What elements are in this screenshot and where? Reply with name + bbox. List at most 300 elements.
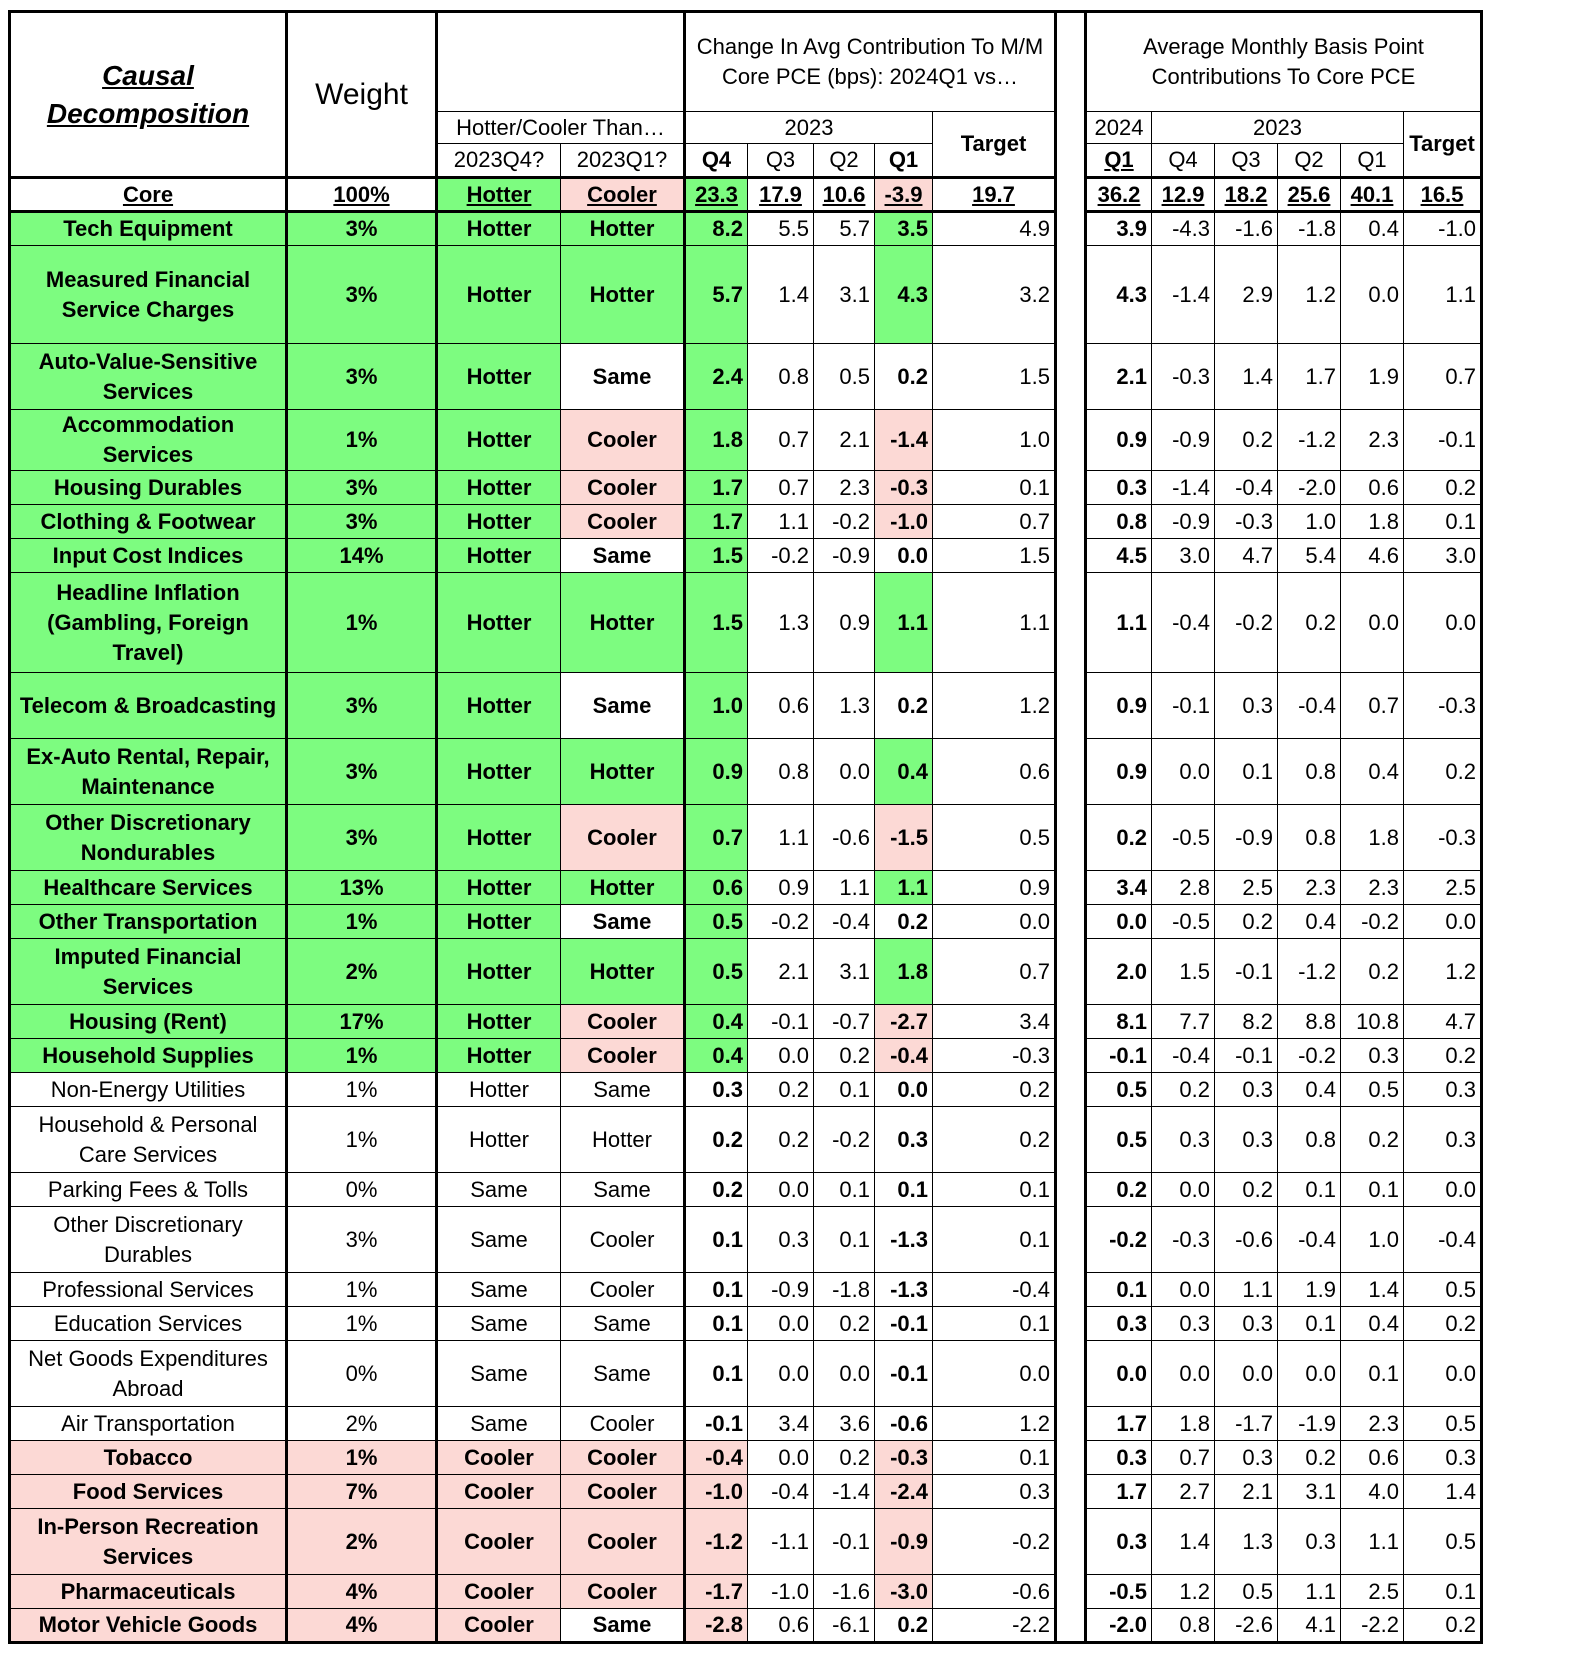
- row-label-professional-services: Professional Services: [10, 1273, 287, 1307]
- row-vs-q4: Hotter: [437, 1073, 561, 1107]
- table-row: [10, 1307, 1482, 1341]
- row-chg-q4: 0.6: [685, 871, 748, 905]
- row-vs-q4: Hotter: [437, 539, 561, 573]
- row-avg-q1: 0.1: [1341, 1341, 1404, 1407]
- row-avg-q1: 2.3: [1341, 871, 1404, 905]
- row-chg-q1: -0.3: [875, 1441, 933, 1475]
- row-label-tech-equipment: Tech Equipment: [10, 212, 287, 246]
- table-row: [10, 1475, 1482, 1509]
- row-avg-q4: 0.8: [1152, 1609, 1215, 1643]
- row-chg-q1: -1.5: [875, 805, 933, 871]
- row-chg-q3: 0.7: [748, 471, 814, 505]
- row-avg-q2: 2.3: [1278, 871, 1341, 905]
- row-chg-target: 0.6: [933, 739, 1056, 805]
- row-label-headline-inflation-gambling-foreign-travel: Headline Inflation (Gambling, Foreign Travel): [10, 573, 287, 673]
- row-avg-q1: 0.1: [1341, 1173, 1404, 1207]
- row-avg-2024q1: 0.3: [1086, 1441, 1152, 1475]
- row-avg-q2: 0.1: [1278, 1173, 1341, 1207]
- row-chg-q2: 0.1: [814, 1207, 875, 1273]
- row-chg-q4: 8.2: [685, 212, 748, 246]
- row-avg-q1: -2.2: [1341, 1609, 1404, 1643]
- target-header-left: Target: [933, 112, 1056, 178]
- row-avg-q3: 0.0: [1215, 1341, 1278, 1407]
- table-row: [10, 1407, 1482, 1441]
- row-weight: 4%: [287, 1575, 437, 1609]
- row-chg-target: 3.4: [933, 1005, 1056, 1039]
- row-vs-q4: Same: [437, 1307, 561, 1341]
- row-label-household-supplies: Household Supplies: [10, 1039, 287, 1073]
- row-avg-q1: 0.4: [1341, 212, 1404, 246]
- row-avg-q2: -1.8: [1278, 212, 1341, 246]
- core-chg-q1: -3.9: [875, 178, 933, 212]
- core-vs-q4: Hotter: [437, 178, 561, 212]
- row-avg-target: 0.3: [1404, 1073, 1482, 1107]
- row-chg-q4: 1.7: [685, 471, 748, 505]
- row-vs-q1: Hotter: [561, 1107, 685, 1173]
- row-avg-2024q1: 0.3: [1086, 1509, 1152, 1575]
- row-weight: 4%: [287, 1609, 437, 1643]
- row-label-net-goods-expenditures-abroad: Net Goods Expenditures Abroad: [10, 1341, 287, 1407]
- row-chg-target: 0.1: [933, 1173, 1056, 1207]
- core-avg-target: 16.5: [1404, 178, 1482, 212]
- row-chg-q1: -0.3: [875, 471, 933, 505]
- row-vs-q1: Cooler: [561, 1039, 685, 1073]
- row-chg-q4: 0.4: [685, 1005, 748, 1039]
- row-label-measured-financial-service-charges: Measured Financial Service Charges: [10, 246, 287, 344]
- row-avg-target: 0.2: [1404, 1609, 1482, 1643]
- row-weight: 2%: [287, 939, 437, 1005]
- row-avg-q2: 4.1: [1278, 1609, 1341, 1643]
- row-chg-target: 0.3: [933, 1475, 1056, 1509]
- row-vs-q4: Hotter: [437, 410, 561, 471]
- row-chg-q2: -0.2: [814, 505, 875, 539]
- row-chg-q2: -0.7: [814, 1005, 875, 1039]
- row-chg-q2: 0.9: [814, 573, 875, 673]
- row-avg-q4: -0.5: [1152, 905, 1215, 939]
- avg-q1-header: Q1: [1341, 144, 1404, 178]
- table-row: [10, 673, 1482, 739]
- row-avg-target: 1.1: [1404, 246, 1482, 344]
- row-avg-q3: 0.1: [1215, 739, 1278, 805]
- row-vs-q4: Cooler: [437, 1475, 561, 1509]
- core-vs-q1: Cooler: [561, 178, 685, 212]
- chg-q1-header: Q1: [875, 144, 933, 178]
- row-weight: 1%: [287, 573, 437, 673]
- q1-question-header: 2023Q1?: [561, 144, 685, 178]
- row-avg-q4: 0.0: [1152, 1341, 1215, 1407]
- row-vs-q4: Same: [437, 1407, 561, 1441]
- row-avg-q4: 0.7: [1152, 1441, 1215, 1475]
- table-row: [10, 539, 1482, 573]
- row-chg-q2: 0.5: [814, 344, 875, 410]
- row-vs-q4: Hotter: [437, 471, 561, 505]
- row-label-clothing-footwear: Clothing & Footwear: [10, 505, 287, 539]
- row-weight: 0%: [287, 1173, 437, 1207]
- table-row: [10, 246, 1482, 344]
- row-chg-target: 1.5: [933, 539, 1056, 573]
- row-chg-q3: 1.3: [748, 573, 814, 673]
- table-row: [10, 1039, 1482, 1073]
- blank-header: [437, 12, 685, 112]
- row-vs-q4: Hotter: [437, 673, 561, 739]
- row-chg-target: 0.9: [933, 871, 1056, 905]
- row-avg-q4: -0.3: [1152, 344, 1215, 410]
- table-row: [10, 1005, 1482, 1039]
- row-avg-q1: 4.6: [1341, 539, 1404, 573]
- row-chg-target: 0.5: [933, 805, 1056, 871]
- row-chg-target: 0.1: [933, 471, 1056, 505]
- row-avg-target: 2.5: [1404, 871, 1482, 905]
- row-vs-q1: Cooler: [561, 1005, 685, 1039]
- row-weight: 3%: [287, 344, 437, 410]
- decomposition-table-container: [8, 10, 1483, 1644]
- row-avg-q3: -0.4: [1215, 471, 1278, 505]
- row-avg-q4: 7.7: [1152, 1005, 1215, 1039]
- row-chg-q2: -0.4: [814, 905, 875, 939]
- row-chg-q1: 0.4: [875, 739, 933, 805]
- row-label-other-transportation: Other Transportation: [10, 905, 287, 939]
- table-row: [10, 1207, 1482, 1273]
- table-row: [10, 871, 1482, 905]
- row-avg-q2: -1.2: [1278, 939, 1341, 1005]
- row-vs-q1: Cooler: [561, 1575, 685, 1609]
- row-chg-target: 0.2: [933, 1073, 1056, 1107]
- row-chg-q2: 3.1: [814, 246, 875, 344]
- row-chg-target: 0.7: [933, 505, 1056, 539]
- row-vs-q4: Same: [437, 1207, 561, 1273]
- row-chg-q3: 0.9: [748, 871, 814, 905]
- row-weight: 3%: [287, 1207, 437, 1273]
- row-avg-2024q1: 1.7: [1086, 1475, 1152, 1509]
- row-avg-q1: 1.8: [1341, 505, 1404, 539]
- table-row: [10, 1107, 1482, 1173]
- row-avg-q4: -4.3: [1152, 212, 1215, 246]
- row-chg-q4: 0.4: [685, 1039, 748, 1073]
- row-vs-q4: Hotter: [437, 805, 561, 871]
- row-chg-q2: 0.2: [814, 1441, 875, 1475]
- row-avg-q3: 2.1: [1215, 1475, 1278, 1509]
- row-avg-q4: -1.4: [1152, 471, 1215, 505]
- row-weight: 3%: [287, 246, 437, 344]
- row-chg-q1: 1.1: [875, 573, 933, 673]
- row-avg-target: -0.3: [1404, 805, 1482, 871]
- row-chg-q3: -0.1: [748, 1005, 814, 1039]
- row-avg-q4: -0.4: [1152, 573, 1215, 673]
- row-avg-q1: 1.0: [1341, 1207, 1404, 1273]
- row-avg-target: 0.3: [1404, 1107, 1482, 1173]
- row-label-education-services: Education Services: [10, 1307, 287, 1341]
- row-chg-q4: 1.5: [685, 573, 748, 673]
- row-label-tobacco: Tobacco: [10, 1441, 287, 1475]
- row-avg-q1: 0.3: [1341, 1039, 1404, 1073]
- row-chg-target: 0.1: [933, 1307, 1056, 1341]
- row-chg-q1: 0.0: [875, 539, 933, 573]
- row-avg-q3: -0.3: [1215, 505, 1278, 539]
- row-avg-q4: 0.0: [1152, 1273, 1215, 1307]
- core-chg-q3: 17.9: [748, 178, 814, 212]
- row-vs-q1: Hotter: [561, 212, 685, 246]
- row-avg-q3: 0.3: [1215, 673, 1278, 739]
- row-avg-2024q1: 0.8: [1086, 505, 1152, 539]
- avg-q3-header: Q3: [1215, 144, 1278, 178]
- row-avg-q4: 0.0: [1152, 1173, 1215, 1207]
- row-avg-q2: 0.8: [1278, 1107, 1341, 1173]
- row-chg-target: 0.0: [933, 905, 1056, 939]
- table-row: [10, 1609, 1482, 1643]
- row-chg-q2: -6.1: [814, 1609, 875, 1643]
- row-label-other-discretionary-nondurables: Other Discretionary Nondurables: [10, 805, 287, 871]
- row-label-imputed-financial-services: Imputed Financial Services: [10, 939, 287, 1005]
- row-chg-target: 0.1: [933, 1441, 1056, 1475]
- row-chg-q1: -0.4: [875, 1039, 933, 1073]
- row-chg-q1: 3.5: [875, 212, 933, 246]
- row-chg-target: -2.2: [933, 1609, 1056, 1643]
- core-avg-q1: 40.1: [1341, 178, 1404, 212]
- row-vs-q1: Hotter: [561, 246, 685, 344]
- row-chg-q3: 0.3: [748, 1207, 814, 1273]
- row-avg-q1: 10.8: [1341, 1005, 1404, 1039]
- year-2023-header-right: 2023: [1152, 112, 1404, 144]
- row-vs-q1: Same: [561, 673, 685, 739]
- row-chg-q4: 0.7: [685, 805, 748, 871]
- row-avg-q2: 1.7: [1278, 344, 1341, 410]
- row-chg-q2: 3.1: [814, 939, 875, 1005]
- row-avg-q3: 0.3: [1215, 1073, 1278, 1107]
- row-avg-q2: 0.3: [1278, 1509, 1341, 1575]
- row-chg-q2: -1.8: [814, 1273, 875, 1307]
- row-label-auto-value-sensitive-services: Auto-Value-Sensitive Services: [10, 344, 287, 410]
- row-avg-2024q1: 4.3: [1086, 246, 1152, 344]
- row-avg-2024q1: 0.1: [1086, 1273, 1152, 1307]
- row-vs-q1: Cooler: [561, 1407, 685, 1441]
- row-chg-q1: 1.8: [875, 939, 933, 1005]
- row-chg-q1: -1.4: [875, 410, 933, 471]
- target-header-right: Target: [1404, 112, 1482, 178]
- row-avg-q2: 0.8: [1278, 805, 1341, 871]
- row-vs-q1: Cooler: [561, 1441, 685, 1475]
- row-chg-q3: 0.0: [748, 1173, 814, 1207]
- row-chg-q2: 1.3: [814, 673, 875, 739]
- row-chg-q2: 0.2: [814, 1307, 875, 1341]
- row-avg-q2: -1.2: [1278, 410, 1341, 471]
- row-avg-q4: 0.0: [1152, 739, 1215, 805]
- row-avg-q3: 2.9: [1215, 246, 1278, 344]
- row-chg-target: 3.2: [933, 246, 1056, 344]
- row-label-household-personal-care-services: Household & Personal Care Services: [10, 1107, 287, 1173]
- row-chg-q3: 3.4: [748, 1407, 814, 1441]
- row-chg-q3: 0.0: [748, 1341, 814, 1407]
- row-avg-q2: -0.4: [1278, 673, 1341, 739]
- row-weight: 3%: [287, 505, 437, 539]
- row-chg-q4: 0.1: [685, 1207, 748, 1273]
- row-avg-target: 0.2: [1404, 1307, 1482, 1341]
- row-avg-q1: 0.4: [1341, 1307, 1404, 1341]
- row-avg-q3: 0.2: [1215, 410, 1278, 471]
- row-avg-q2: 5.4: [1278, 539, 1341, 573]
- table-row: [10, 905, 1482, 939]
- row-avg-q2: -2.0: [1278, 471, 1341, 505]
- row-avg-target: 0.0: [1404, 1173, 1482, 1207]
- row-chg-q2: 2.3: [814, 471, 875, 505]
- row-avg-target: 1.2: [1404, 939, 1482, 1005]
- row-avg-target: -0.1: [1404, 410, 1482, 471]
- row-chg-q1: 1.1: [875, 871, 933, 905]
- chg-q4-header: Q4: [685, 144, 748, 178]
- row-avg-q2: -0.2: [1278, 1039, 1341, 1073]
- row-avg-q2: 0.0: [1278, 1341, 1341, 1407]
- row-chg-q2: -0.6: [814, 805, 875, 871]
- row-avg-q3: 0.2: [1215, 1173, 1278, 1207]
- q4-question-header: 2023Q4?: [437, 144, 561, 178]
- row-chg-q1: -0.1: [875, 1341, 933, 1407]
- row-avg-q3: -0.9: [1215, 805, 1278, 871]
- row-chg-q2: 0.1: [814, 1173, 875, 1207]
- row-vs-q1: Hotter: [561, 871, 685, 905]
- row-vs-q4: Same: [437, 1341, 561, 1407]
- row-chg-target: 4.9: [933, 212, 1056, 246]
- row-avg-q2: -0.4: [1278, 1207, 1341, 1273]
- row-vs-q4: Hotter: [437, 905, 561, 939]
- row-avg-target: 1.4: [1404, 1475, 1482, 1509]
- row-chg-target: 1.5: [933, 344, 1056, 410]
- row-chg-q4: 2.4: [685, 344, 748, 410]
- row-chg-q2: 0.2: [814, 1039, 875, 1073]
- row-vs-q1: Hotter: [561, 939, 685, 1005]
- avg-2024q1-header: Q1: [1086, 144, 1152, 178]
- row-avg-q3: 0.3: [1215, 1307, 1278, 1341]
- row-avg-2024q1: 2.0: [1086, 939, 1152, 1005]
- row-avg-q1: 0.4: [1341, 739, 1404, 805]
- row-avg-2024q1: 0.2: [1086, 1173, 1152, 1207]
- row-chg-q4: 0.3: [685, 1073, 748, 1107]
- row-avg-2024q1: 0.9: [1086, 739, 1152, 805]
- row-avg-q4: 0.3: [1152, 1307, 1215, 1341]
- row-avg-2024q1: -0.1: [1086, 1039, 1152, 1073]
- row-weight: 2%: [287, 1407, 437, 1441]
- row-chg-q2: 1.1: [814, 871, 875, 905]
- row-chg-target: -0.6: [933, 1575, 1056, 1609]
- row-chg-q3: 0.6: [748, 673, 814, 739]
- row-vs-q1: Same: [561, 1173, 685, 1207]
- row-avg-q2: 0.1: [1278, 1307, 1341, 1341]
- row-chg-q1: -0.1: [875, 1307, 933, 1341]
- row-avg-2024q1: 0.5: [1086, 1107, 1152, 1173]
- row-chg-target: -0.2: [933, 1509, 1056, 1575]
- row-chg-q4: -0.4: [685, 1441, 748, 1475]
- row-avg-q2: -1.9: [1278, 1407, 1341, 1441]
- row-vs-q4: Cooler: [437, 1441, 561, 1475]
- row-avg-2024q1: -0.2: [1086, 1207, 1152, 1273]
- row-weight: 3%: [287, 212, 437, 246]
- row-vs-q4: Hotter: [437, 939, 561, 1005]
- row-weight: 3%: [287, 805, 437, 871]
- row-chg-q2: -1.6: [814, 1575, 875, 1609]
- row-avg-2024q1: -2.0: [1086, 1609, 1152, 1643]
- row-chg-target: 0.7: [933, 939, 1056, 1005]
- row-avg-2024q1: 0.3: [1086, 471, 1152, 505]
- avg-header: Average Monthly Basis Point Contributions To Core PCE: [1086, 12, 1482, 112]
- row-vs-q4: Hotter: [437, 1107, 561, 1173]
- row-avg-2024q1: 0.0: [1086, 905, 1152, 939]
- table-row: [10, 344, 1482, 410]
- row-chg-q1: -0.6: [875, 1407, 933, 1441]
- row-label-pharmaceuticals: Pharmaceuticals: [10, 1575, 287, 1609]
- row-label-non-energy-utilities: Non-Energy Utilities: [10, 1073, 287, 1107]
- row-avg-q1: 1.1: [1341, 1509, 1404, 1575]
- row-avg-2024q1: 3.4: [1086, 871, 1152, 905]
- row-vs-q1: Cooler: [561, 1273, 685, 1307]
- row-avg-q3: -0.6: [1215, 1207, 1278, 1273]
- row-vs-q4: Same: [437, 1273, 561, 1307]
- row-avg-q1: -0.2: [1341, 905, 1404, 939]
- row-chg-q1: -2.4: [875, 1475, 933, 1509]
- row-chg-q4: 0.5: [685, 939, 748, 1005]
- row-weight: 3%: [287, 739, 437, 805]
- row-vs-q4: Hotter: [437, 1039, 561, 1073]
- row-avg-q4: 1.8: [1152, 1407, 1215, 1441]
- row-avg-target: 0.1: [1404, 505, 1482, 539]
- row-avg-q4: 2.8: [1152, 871, 1215, 905]
- row-avg-2024q1: 0.9: [1086, 673, 1152, 739]
- row-chg-q1: 0.0: [875, 1073, 933, 1107]
- row-chg-q4: -1.0: [685, 1475, 748, 1509]
- row-avg-q3: 0.2: [1215, 905, 1278, 939]
- row-chg-q3: 0.8: [748, 739, 814, 805]
- row-avg-q1: 2.3: [1341, 1407, 1404, 1441]
- row-avg-q4: 0.2: [1152, 1073, 1215, 1107]
- row-chg-target: 1.2: [933, 1407, 1056, 1441]
- row-chg-target: 1.1: [933, 573, 1056, 673]
- avg-q4-header: Q4: [1152, 144, 1215, 178]
- row-chg-q1: 0.2: [875, 905, 933, 939]
- row-vs-q4: Hotter: [437, 505, 561, 539]
- column-gap: [1056, 12, 1086, 1643]
- row-chg-target: 0.2: [933, 1107, 1056, 1173]
- row-chg-q1: -0.9: [875, 1509, 933, 1575]
- chg-q2-header: Q2: [814, 144, 875, 178]
- row-weight: 14%: [287, 539, 437, 573]
- row-chg-q3: -0.2: [748, 905, 814, 939]
- row-avg-target: 4.7: [1404, 1005, 1482, 1039]
- row-vs-q4: Hotter: [437, 573, 561, 673]
- row-chg-q2: -0.9: [814, 539, 875, 573]
- row-chg-q1: -1.3: [875, 1273, 933, 1307]
- row-weight: 1%: [287, 1273, 437, 1307]
- row-weight: 1%: [287, 1073, 437, 1107]
- row-vs-q1: Same: [561, 539, 685, 573]
- row-label-input-cost-indices: Input Cost Indices: [10, 539, 287, 573]
- row-avg-q3: 2.5: [1215, 871, 1278, 905]
- row-avg-q1: 0.0: [1341, 246, 1404, 344]
- row-chg-q3: -1.0: [748, 1575, 814, 1609]
- row-avg-q1: 0.0: [1341, 573, 1404, 673]
- row-avg-2024q1: 1.1: [1086, 573, 1152, 673]
- row-weight: 1%: [287, 905, 437, 939]
- row-vs-q1: Same: [561, 1307, 685, 1341]
- row-vs-q1: Cooler: [561, 505, 685, 539]
- row-avg-q4: 1.2: [1152, 1575, 1215, 1609]
- table-row: [10, 939, 1482, 1005]
- row-avg-q3: 4.7: [1215, 539, 1278, 573]
- row-avg-q1: 0.7: [1341, 673, 1404, 739]
- row-avg-2024q1: 0.5: [1086, 1073, 1152, 1107]
- row-avg-target: 0.5: [1404, 1407, 1482, 1441]
- row-avg-q3: -0.2: [1215, 573, 1278, 673]
- table-row: [10, 1341, 1482, 1407]
- row-avg-q1: 0.2: [1341, 939, 1404, 1005]
- row-avg-q4: -0.9: [1152, 410, 1215, 471]
- title-cell: [10, 12, 287, 178]
